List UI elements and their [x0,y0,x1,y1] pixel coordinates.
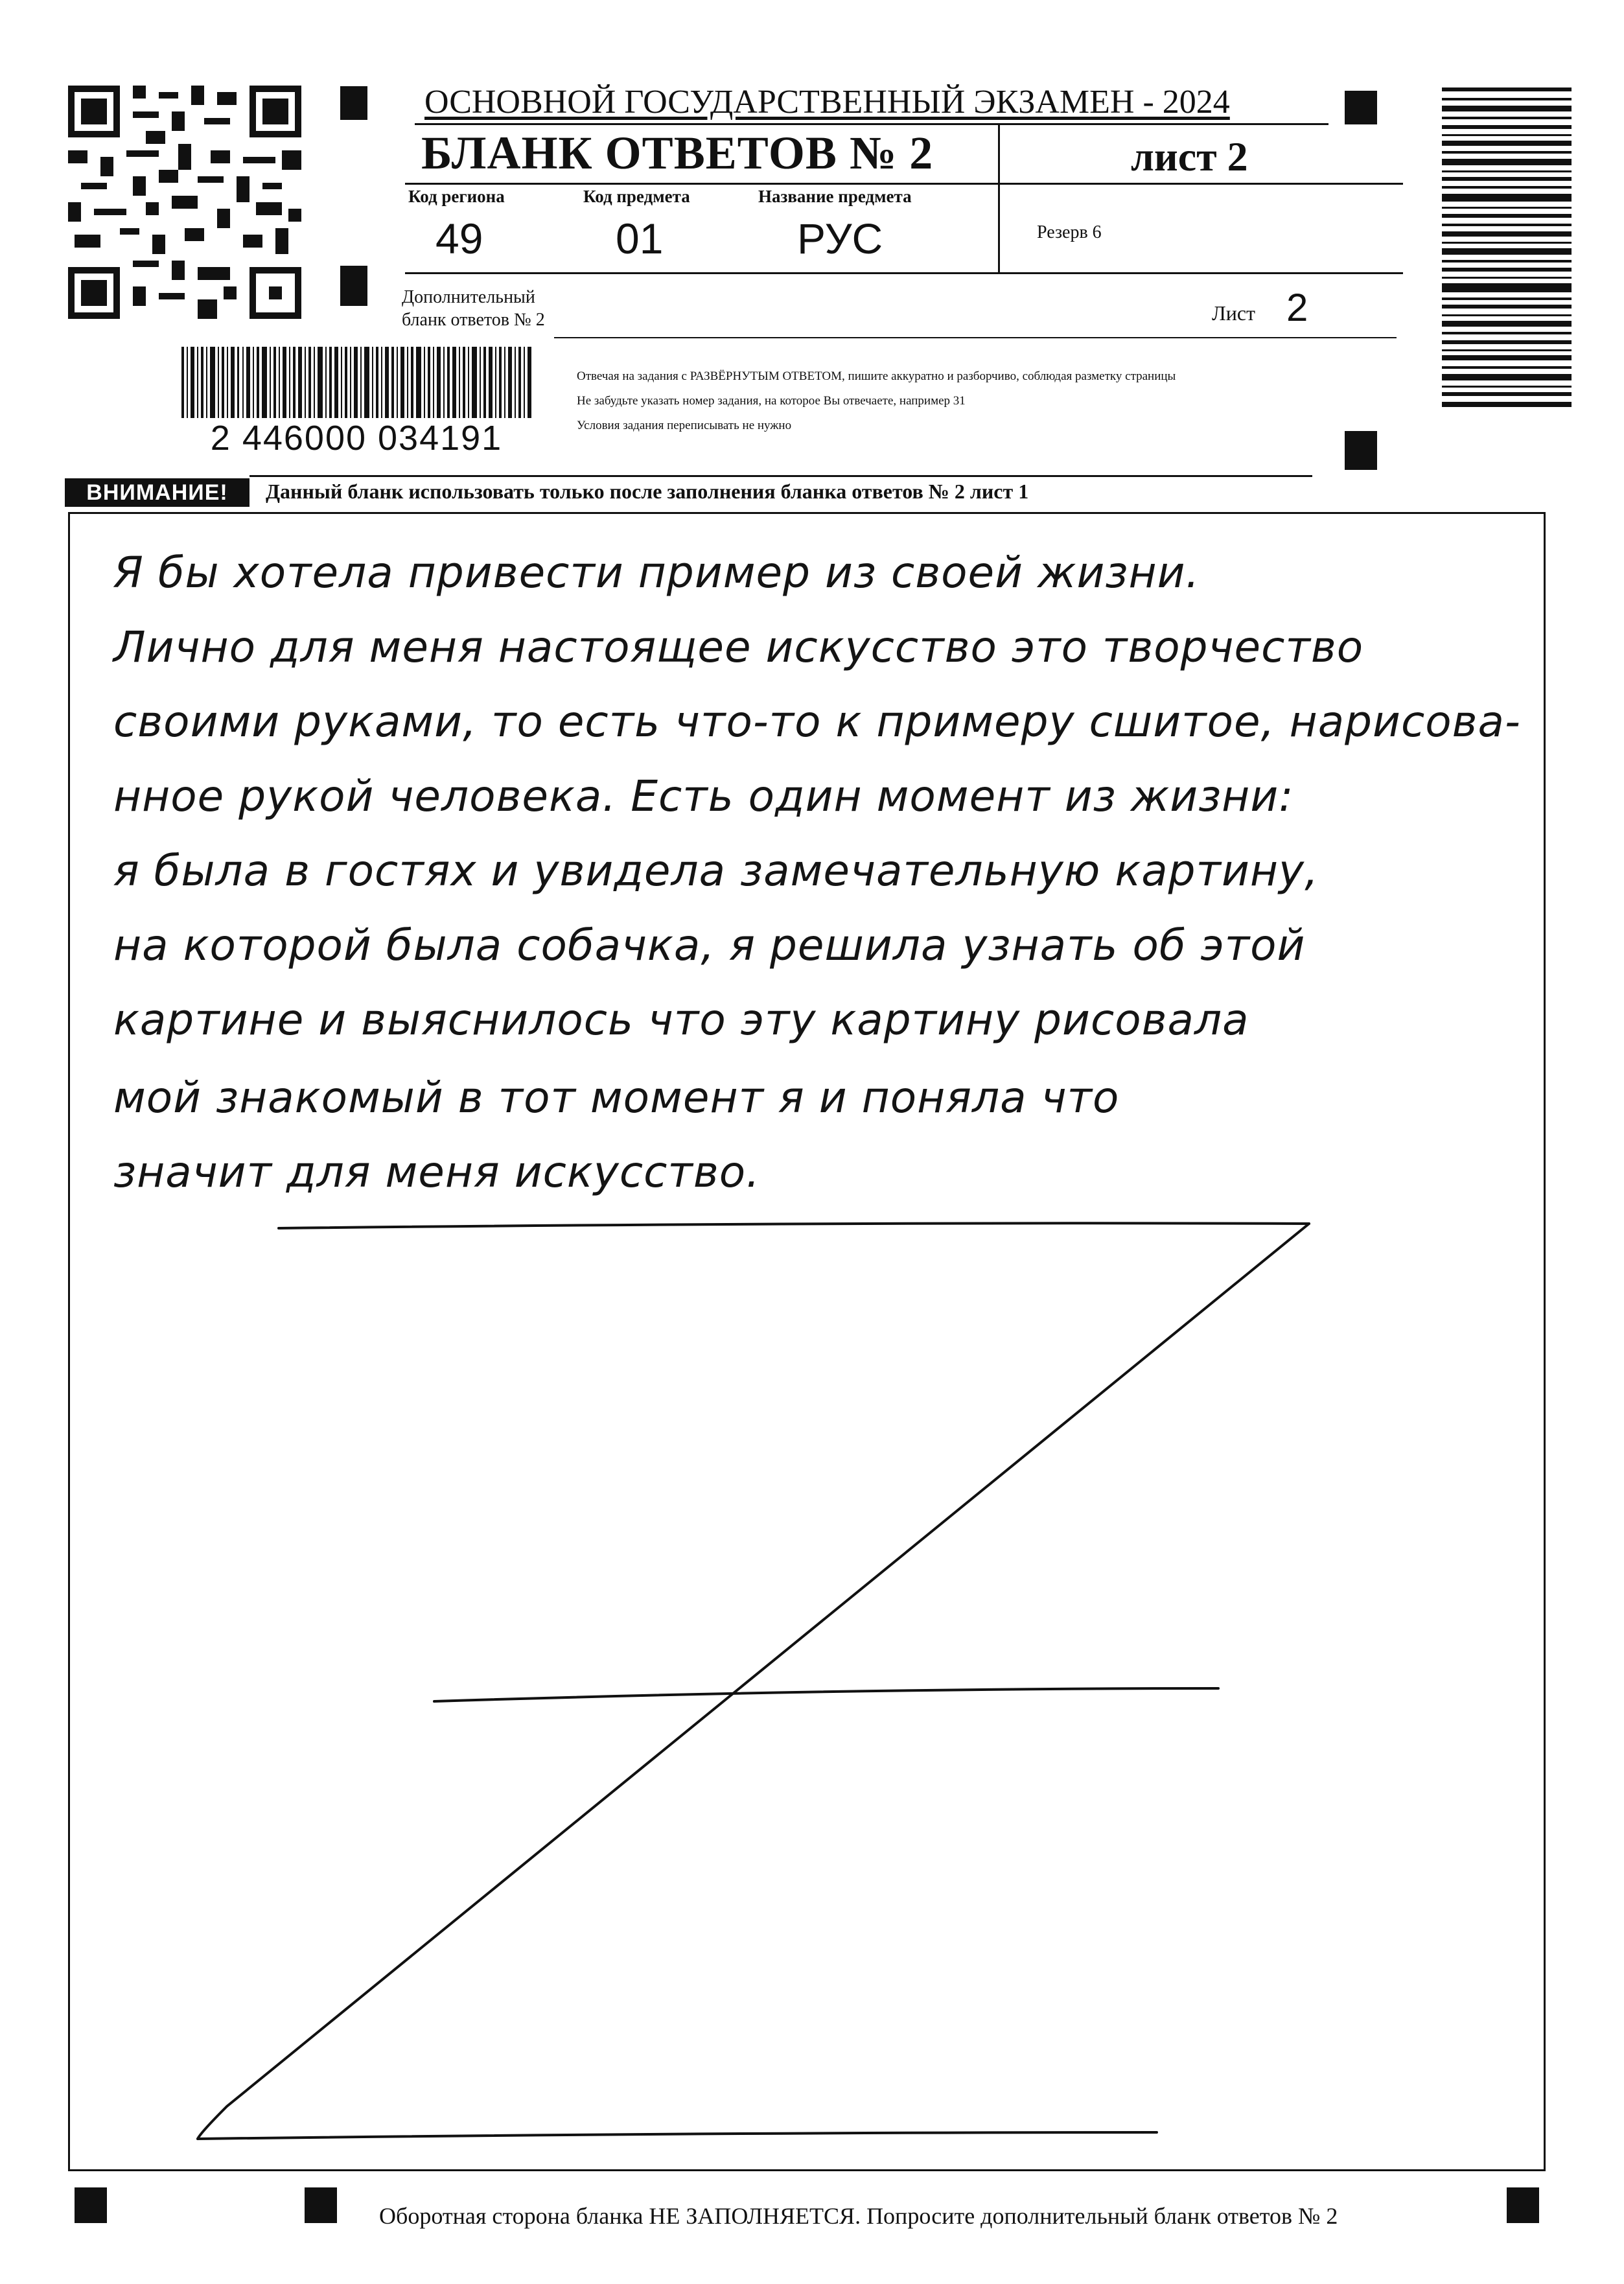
exam-title: ОСНОВНОЙ ГОСУДАРСТВЕННЫЙ ЭКЗАМЕН - 2024 [424,84,1230,121]
handwriting-line: Лично для меня настоящее искусство это творчество [113,622,1364,672]
subject-name-label: Название предмета [758,187,912,206]
handwriting-line: мой знакомый в тот момент я и поняла что [113,1073,1120,1123]
subject-name-value: РУС [797,215,883,262]
instruction-line: Отвечая на задания с РАЗВЁРНУТЫМ ОТВЕТОМ, пишите аккуратно и разборчиво, соблюдая разметку страницы [577,369,1176,383]
reserve-label: Резерв 6 [1037,222,1102,242]
region-label: Код региона [408,187,505,206]
instruction-line: Условия задания переписывать не нужно [577,419,792,432]
attention-badge: ВНИМАНИЕ! [65,478,249,507]
additional-label-line2: бланк ответов № 2 [402,310,545,330]
region-value: 49 [435,215,483,262]
subject-code-label: Код предмета [583,187,690,206]
handwriting-line: я была в гостях и увидела замечательную картину, [113,846,1319,896]
additional-label-line1: Дополнительный [402,287,535,307]
handwriting-line: значит для меня искусство. [113,1147,761,1197]
handwriting-line: своими руками, то есть что-то к примеру сшитое, нарисова- [113,697,1521,747]
footer-note: Оборотная сторона бланка НЕ ЗАПОЛНЯЕТСЯ. Попросите дополнительный бланк ответов № 2 [379,2203,1338,2229]
barcode-number: 2 446000 034191 [210,419,503,458]
sheet-title: лист 2 [1131,134,1248,180]
handwriting-line: картине и выяснилось что эту картину рисовала [113,995,1249,1045]
sheet-number-value: 2 [1286,286,1308,329]
handwriting-line: Я бы хотела привести пример из своей жизни. [113,548,1200,598]
form-title: БЛАНК ОТВЕТОВ № 2 [421,127,934,179]
handwriting-line: нное рукой человека. Есть один момент из жизни: [113,771,1294,821]
instruction-line: Не забудьте указать номер задания, на которое Вы отвечаете, например 31 [577,394,966,408]
sheet-number-label: Лист [1212,301,1256,325]
subject-code-value: 01 [616,215,664,262]
handwriting-line: на которой была собачка, я решила узнать об этой [113,920,1306,970]
attention-text: Данный бланк использовать только после заполнения бланка ответов № 2 лист 1 [266,480,1029,503]
